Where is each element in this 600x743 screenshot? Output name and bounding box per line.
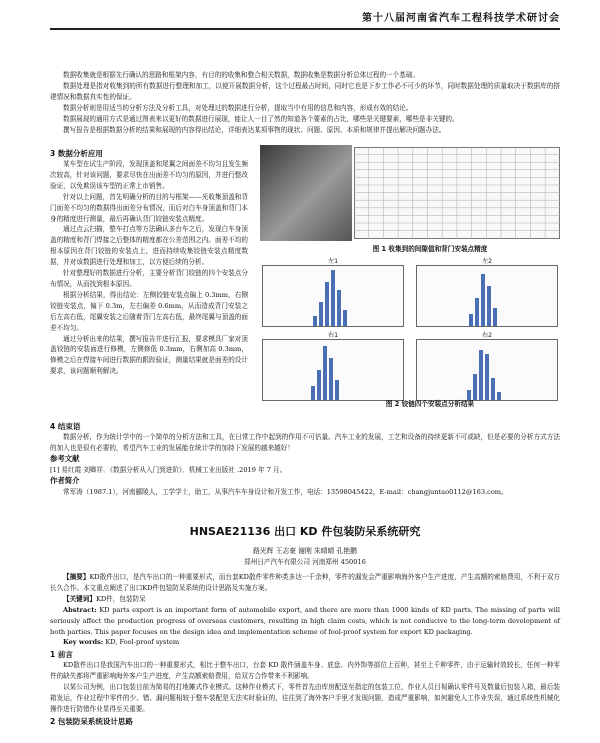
hist-bar	[481, 274, 485, 326]
body-paragraph: 根据分析结果，得出结论：左侧铰链安装点偏上 0.3mm，右侧铰链安装点，偏下 0.3m，左右偏差 0.6mm，从而造成背门安装之后左高右低，尾翼安装之后随着背门左高右低，最终尾翼与顶盖的面差不均匀。	[50, 290, 248, 332]
references-heading: 参考文献	[50, 453, 80, 463]
paper2-affiliation: 郑州日产汽车有限公司 河南郑州 450016	[244, 558, 366, 566]
section4-block	[50, 420, 560, 497]
hist-bar	[343, 310, 347, 326]
hist-bar	[491, 378, 495, 400]
keywords-cn-text: KD件，包装防呆	[95, 594, 146, 603]
hist-bar	[313, 316, 317, 326]
hist-bar	[487, 286, 491, 326]
hist-bar	[493, 308, 497, 326]
section-heading: 2 包装防呆系统设计思路	[50, 716, 133, 726]
measurement-table	[354, 147, 560, 239]
abstract-cn-text: KD散件出口，是汽车出口的一种重要形式，而台套KD散件零件种类多达一千余种，零件的漏发会严重影响海外客户生产进度，产生高额的索赔费用，不利于双方长久合作。本文重点阐述了出口KD件包装防呆系统的设计思路及实施方案。	[50, 573, 560, 592]
body-paragraph: 以某公司为例，出口包装目前为简易的打地摊式作业模式。这种作业模式下，零件首先由库房配送至指定的包装工位，作业人员目视确认零件号及数量后包装入箱，最后装箱发运，作业过程中零件的少、错、漏问题相较于整车装配是无法实时验证的，往往到了海外客户手里才发现问题，造成严重影响，如何避免人工作业失误，通过系统性机械化操作进行防错作业显得至关重要。	[50, 683, 560, 713]
body-paragraph: 数据分析，作为统计学中的一个简单的分析方法和工具，在日常工作中起到的作用不可估量。汽车工业的发展，工艺和设备的持续更新不可或缺，但是必要的分析方式方法的加入也是很有必要的，希望汽车工业的发展能在统计学的加持下发展的越来越好！	[50, 433, 560, 452]
hist-bar	[325, 282, 329, 326]
hist-bar	[317, 370, 321, 400]
intro-paragraph: 撰写报告是根据数据分析的结果和展现的内容得出结论，详细表达某项事物的现状、问题、原因、本质和规律并提出解决问题办法。	[63, 125, 446, 134]
hist-bar	[323, 346, 327, 400]
hist-bar	[319, 302, 323, 326]
section-heading: 1 前言	[50, 650, 73, 660]
abstract-en-label: Abstract:	[63, 605, 97, 614]
body-paragraph: 通过分析出来的结果，撰写报告并进行汇报，要求模具厂家对顶盖铰链的安装面进行修模，左侧修低 0.3mm，右侧加高 0.3mm，修模之后在焊接车间进行数据的跟踪验证，测量结果就是面差的设计要求，该问题顺利解决。	[50, 334, 248, 376]
body-paragraph: 针对以上问题，首先明确分析的目的与框架——光收集顶盖和背门面差不均匀的数据得出面差分布情况，而后对白车身顶盖和背门本身的精度进行测量，最后再确认背门铰链安装点精度。	[50, 192, 248, 223]
intro-paragraph: 数据展现的通用方式是通过图表来以更好的数据进行展现，能让人一目了然的知道各个要素的占比，哪些是关键要素，哪些是非关键的。	[63, 114, 459, 123]
hist-bar	[469, 314, 473, 326]
abstract-en	[50, 605, 560, 638]
abstract-en-text: KD parts export is an important form of automobile export, and there are more than 1000 kinds of KD parts. The missing of parts will seriously affect the production progress of overseas customers, resulting in high claim costs, which is not conducive to the long-term development of both parties. This paper focuses on the design idea and implementation scheme of fool-proof system for export KD packaging.	[50, 605, 560, 636]
histogram-left2	[416, 258, 558, 327]
intro-block	[50, 70, 560, 135]
figure2	[262, 255, 560, 405]
hist-bar	[475, 298, 479, 326]
section-heading: 4 结束语	[50, 422, 81, 431]
paper2-authors: 路光辉 王志豪 谢刚 朱晴晴 孔艳鹏	[253, 547, 357, 555]
histogram-right1	[262, 332, 404, 401]
paper2-body	[50, 572, 560, 727]
paper2-title: HNSAE21136 出口 KD 件包装防呆系统研究	[189, 525, 421, 538]
hist-bar	[337, 290, 341, 326]
histogram-right2	[416, 332, 558, 401]
abstract-cn-label: 【摘要】	[63, 573, 90, 581]
abstract-cn	[50, 572, 560, 594]
keywords-en-label: Key words:	[63, 638, 104, 647]
histogram-title: 右1	[327, 332, 339, 339]
body-paragraph: KD散件出口是我国汽车出口的一种重要形式，相比于整车出口，台套 KD 散件涵盖车身、底盘、内外饰等部位上百种，甚至上千种零件，由于运输时效较长，任何一种零件的缺失都将严重影响海外客户生产进度，产生高额索赔费用，给双方合作带来不利影响。	[50, 661, 560, 681]
histogram-title: 右2	[481, 332, 493, 339]
body-paragraph: 某车型在试生产阶段，发现顶盖和尾翼之间面差不均匀且发生频次较高，针对该问题，要求尽快在出面差不均匀的原因，并进行整改验证，以免欺误该车型的正常上市销售。	[50, 160, 248, 190]
hist-bar	[331, 270, 335, 326]
hist-bar	[485, 354, 489, 400]
keywords-cn	[50, 594, 560, 605]
figure2-caption: 图 2 铰链四个安装点分析结果	[385, 400, 475, 408]
section-heading: 3 数据分析应用	[50, 149, 103, 158]
car-photo	[260, 145, 352, 241]
hist-bar	[329, 358, 333, 400]
histogram-title: 左2	[481, 258, 493, 265]
reference-item: [1] 易红霞 刘卿祥．《数据分析从入门到进阶》．机械工业出版社 .2019 年 7 月。	[50, 465, 287, 474]
keywords-cn-label: 【关键词】	[63, 594, 96, 603]
keywords-en	[50, 637, 560, 648]
hist-bar	[479, 350, 483, 400]
intro-paragraph: 数据收集就是根据先行确认的思路和框架内容，有目的的收集和整合相关数据，数据收集是数据分析总体过程的一个基础。	[63, 71, 420, 79]
journal-header	[50, 6, 560, 30]
histogram-left1	[262, 258, 404, 327]
keywords-en-text: KD, Fool-proof system	[105, 638, 180, 647]
section3-block	[50, 147, 248, 377]
author-bio: 常军涛（1987.1），河南郦陵人，工学学士，助工，从事汽车车身设计和开发工作，电话：13598045422，E-mail：changjuntao0112@163.com。	[63, 487, 508, 496]
journal-title: 第十八届河南省汽车工程科技学术研讨会	[362, 13, 560, 24]
body-paragraph: 通过点云扫描，整车打点等方法确认多台车之后，发现白车身顶盖的精度和背门焊接之后整体的精度都在公差范围之内。面差不均的根本原因在背门铰链的安装点上，进而持续收集铰链安装点精度数据，并对该数据进行处理和加工，以方便后续的分析。	[50, 225, 248, 267]
figure1-caption: 图 1 收集到的间隙值和背门安装点精度	[372, 245, 488, 253]
intro-paragraph: 数据处理是指对收集到的所有数据进行整理和加工，以便开展数据分析，这个过程最占时间，同时它也是下步工作必不可少的环节，同时数据处理的质量取决于数据库的搭建情况和数据真实性的保证。	[50, 81, 560, 101]
author-heading: 作者简介	[50, 475, 80, 485]
body-paragraph: 针对整理好的数据进行分析，主要分析背门铰链的四个安装点分布情况，从而找到根本原因。	[50, 269, 248, 288]
intro-paragraph: 数据分析则是用适当的分析方法及分析工具，对处理过的数据进行分析，提取当中有用的信息和内容，形成有效的结论。	[63, 103, 413, 112]
hist-bar	[335, 380, 339, 400]
histogram-title: 左1	[327, 258, 339, 265]
hist-bar	[473, 374, 477, 400]
